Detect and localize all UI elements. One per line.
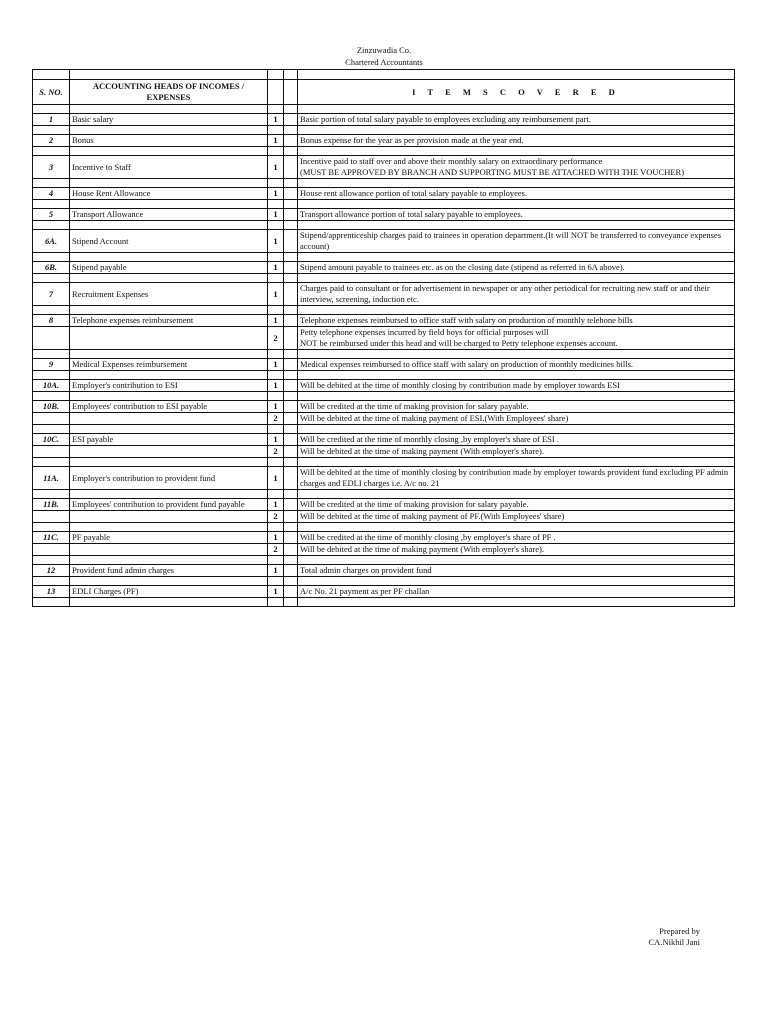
row-serial-number: 9	[33, 359, 70, 371]
spacer-cell	[268, 425, 284, 434]
spacer-row	[33, 598, 735, 607]
spacer-cell	[284, 200, 298, 209]
row-blank-cell	[284, 327, 298, 350]
row-blank-cell	[284, 230, 298, 253]
row-item-description: Will be debited at the time of monthly closing by contribution made by employer towards provident fund excluding PF admin charges and EDLI charges i.e. A/c no. 21	[298, 467, 735, 490]
spacer-cell	[268, 392, 284, 401]
col-header-blank-1	[268, 80, 284, 105]
row-blank-cell	[284, 262, 298, 274]
row-line-number: 1	[268, 380, 284, 392]
table-row	[33, 156, 735, 179]
row-item-description: Stipend amount payable to trainees etc. as on the closing date (stipend as referred in 6A above).	[298, 262, 735, 274]
row-item-description: Telephone expenses reimbursed to office staff with salary on production of monthly telehone bills	[298, 315, 735, 327]
table-row	[33, 380, 735, 392]
spacer-cell	[284, 371, 298, 380]
table-row	[33, 511, 735, 523]
row-blank-cell	[284, 499, 298, 511]
spacer-cell	[70, 490, 268, 499]
row-line-number: 1	[268, 156, 284, 179]
row-accounting-head: Employees' contribution to ESI payable	[70, 401, 268, 413]
row-item-description: Will be debited at the time of making payment (With employer's share).	[298, 446, 735, 458]
row-serial-number: 8	[33, 315, 70, 327]
row-line-number: 1	[268, 359, 284, 371]
col-header-blank-2	[284, 80, 298, 105]
row-blank-cell	[284, 209, 298, 221]
spacer-row	[33, 458, 735, 467]
row-item-description: Will be debited at the time of monthly closing by contribution made by employer towards ESI	[298, 380, 735, 392]
row-item-description: Will be credited at the time of monthly closing ,by employer's share of ESI .	[298, 434, 735, 446]
row-accounting-head	[70, 413, 268, 425]
spacer-row	[33, 200, 735, 209]
table-row	[33, 586, 735, 598]
spacer-cell	[33, 126, 70, 135]
spacer-cell	[33, 105, 70, 114]
row-serial-number: 6A.	[33, 230, 70, 253]
row-serial-number: 6B.	[33, 262, 70, 274]
spacer-cell	[70, 371, 268, 380]
spacer-cell	[33, 147, 70, 156]
row-serial-number: 11C.	[33, 532, 70, 544]
row-line-number: 1	[268, 315, 284, 327]
row-accounting-head: Stipend payable	[70, 262, 268, 274]
spacer-cell	[268, 179, 284, 188]
spacer-row	[33, 105, 735, 114]
spacer-row	[33, 274, 735, 283]
spacer-cell	[268, 371, 284, 380]
row-blank-cell	[284, 283, 298, 306]
row-accounting-head: Employees' contribution to provident fund payable	[70, 499, 268, 511]
spacer-cell	[70, 350, 268, 359]
spacer-cell	[298, 577, 735, 586]
spacer-cell	[298, 425, 735, 434]
spacer-cell	[284, 126, 298, 135]
table-row	[33, 327, 735, 350]
table-row	[33, 359, 735, 371]
row-item-description: Total admin charges on provident fund	[298, 565, 735, 577]
spacer-cell	[33, 490, 70, 499]
spacer-cell	[284, 350, 298, 359]
row-serial-number	[33, 413, 70, 425]
row-blank-cell	[284, 511, 298, 523]
spacer-cell	[268, 274, 284, 283]
row-accounting-head: Transport Allowance	[70, 209, 268, 221]
row-serial-number	[33, 544, 70, 556]
row-blank-cell	[284, 188, 298, 200]
spacer-cell	[33, 221, 70, 230]
spacer-cell	[70, 126, 268, 135]
spacer-cell	[298, 598, 735, 607]
row-line-number: 1	[268, 586, 284, 598]
col-header-accounting-heads: ACCOUNTING HEADS OF INCOMES / EXPENSES	[70, 80, 268, 105]
prepared-by-label: Prepared by	[659, 926, 700, 936]
spacer-cell	[70, 425, 268, 434]
row-accounting-head: Telephone expenses reimbursement	[70, 315, 268, 327]
row-serial-number: 7	[33, 283, 70, 306]
spacer-cell	[70, 253, 268, 262]
row-accounting-head: Provident fund admin charges	[70, 565, 268, 577]
table-row	[33, 467, 735, 490]
row-item-description: Charges paid to consultant or for advertisement in newspaper or any other periodical for recruiting new staff or and their interview, screening, induction etc.	[298, 283, 735, 306]
row-item-description: Bonus expense for the year as per provision made at the year end.	[298, 135, 735, 147]
table-row	[33, 230, 735, 253]
table-row	[33, 283, 735, 306]
spacer-cell	[284, 274, 298, 283]
spacer-cell	[268, 105, 284, 114]
table-row	[33, 499, 735, 511]
row-blank-cell	[284, 114, 298, 126]
table-row	[33, 188, 735, 200]
spacer-cell	[70, 105, 268, 114]
row-item-description: A/c No. 21 payment as per PF challan	[298, 586, 735, 598]
spacer-cell	[33, 425, 70, 434]
spacer-cell	[284, 577, 298, 586]
spacer-cell	[70, 274, 268, 283]
spacer-cell	[33, 371, 70, 380]
row-serial-number: 2	[33, 135, 70, 147]
row-blank-cell	[284, 413, 298, 425]
spacer-cell	[33, 306, 70, 315]
row-item-description: Transport allowance portion of total salary payable to employees.	[298, 209, 735, 221]
row-item-description: Will be credited at the time of making provision for salary payable.	[298, 401, 735, 413]
row-blank-cell	[284, 586, 298, 598]
row-accounting-head: ESI payable	[70, 434, 268, 446]
spacer-row	[33, 253, 735, 262]
table-row	[33, 209, 735, 221]
row-line-number: 2	[268, 327, 284, 350]
spacer-cell	[298, 179, 735, 188]
row-line-number: 1	[268, 135, 284, 147]
spacer-row	[33, 371, 735, 380]
row-line-number: 1	[268, 434, 284, 446]
spacer-row	[33, 147, 735, 156]
row-blank-cell	[284, 565, 298, 577]
row-line-number: 1	[268, 262, 284, 274]
spacer-cell	[268, 556, 284, 565]
spacer-cell	[298, 350, 735, 359]
spacer-row	[33, 306, 735, 315]
spacer-cell	[33, 350, 70, 359]
firm-subtitle: Chartered Accountants	[345, 57, 423, 67]
row-line-number: 1	[268, 283, 284, 306]
spacer-row	[33, 577, 735, 586]
row-item-description: Will be debited at the time of making payment of ESI.(With Employees' share)	[298, 413, 735, 425]
spacer-cell	[70, 556, 268, 565]
row-accounting-head	[70, 544, 268, 556]
row-item-description: Basic portion of total salary payable to employees excluding any reimbursement part.	[298, 114, 735, 126]
spacer-cell	[298, 221, 735, 230]
table-row	[33, 114, 735, 126]
row-serial-number: 11B.	[33, 499, 70, 511]
row-blank-cell	[284, 544, 298, 556]
row-serial-number: 10A.	[33, 380, 70, 392]
row-accounting-head: EDLI Charges (PF)	[70, 586, 268, 598]
spacer-cell	[33, 274, 70, 283]
spacer-cell	[284, 253, 298, 262]
row-line-number: 1	[268, 188, 284, 200]
row-accounting-head: Employer's contribution to provident fund	[70, 467, 268, 490]
table-row	[33, 565, 735, 577]
row-serial-number: 10B.	[33, 401, 70, 413]
row-line-number: 2	[268, 544, 284, 556]
spacer-cell	[298, 556, 735, 565]
row-serial-number: 4	[33, 188, 70, 200]
spacer-cell	[298, 200, 735, 209]
spacer-cell	[284, 556, 298, 565]
firm-name: Zinzuwadia Co.	[356, 45, 412, 55]
spacer-cell	[284, 105, 298, 114]
row-accounting-head	[70, 327, 268, 350]
row-serial-number: 5	[33, 209, 70, 221]
row-item-description: Petty telephone expenses incurred by field boys for official purposes will NOT be reimbursed under this head and will be charged to Petty telephone expenses account.	[298, 327, 735, 350]
row-serial-number	[33, 511, 70, 523]
spacer-row	[33, 392, 735, 401]
spacer-row	[33, 350, 735, 359]
spacer-cell	[284, 179, 298, 188]
spacer-cell	[284, 458, 298, 467]
spacer-cell	[298, 147, 735, 156]
row-accounting-head: Bonus	[70, 135, 268, 147]
spacer-cell	[70, 577, 268, 586]
spacer-cell	[70, 306, 268, 315]
table-row	[33, 262, 735, 274]
spacer-cell	[70, 458, 268, 467]
row-line-number: 1	[268, 209, 284, 221]
row-blank-cell	[284, 401, 298, 413]
table-row	[33, 315, 735, 327]
spacer-cell	[33, 458, 70, 467]
spacer-cell	[33, 253, 70, 262]
spacer-cell	[70, 523, 268, 532]
row-line-number: 1	[268, 565, 284, 577]
spacer-cell	[298, 253, 735, 262]
spacer-cell	[284, 490, 298, 499]
row-line-number: 2	[268, 446, 284, 458]
row-item-description: Will be credited at the time of making provision for salary payable.	[298, 499, 735, 511]
row-accounting-head	[70, 446, 268, 458]
spacer-cell	[268, 350, 284, 359]
accounting-heads-table	[32, 69, 735, 607]
spacer-cell	[298, 523, 735, 532]
spacer-cell	[70, 221, 268, 230]
row-blank-cell	[284, 315, 298, 327]
spacer-cell	[298, 392, 735, 401]
spacer-cell	[284, 425, 298, 434]
row-line-number: 2	[268, 511, 284, 523]
table-row	[33, 434, 735, 446]
spacer-cell	[33, 200, 70, 209]
row-blank-cell	[284, 135, 298, 147]
row-item-description: Stipend/apprenticeship charges paid to trainees in operation department.(It will NOT be transferred to conveyance expenses account)	[298, 230, 735, 253]
spacer-cell	[268, 126, 284, 135]
row-serial-number: 3	[33, 156, 70, 179]
table-header-row	[33, 80, 735, 105]
spacer-row	[33, 490, 735, 499]
row-accounting-head: Stipend Account	[70, 230, 268, 253]
spacer-cell	[284, 523, 298, 532]
row-accounting-head: PF payable	[70, 532, 268, 544]
spacer-cell	[268, 253, 284, 262]
spacer-cell	[298, 126, 735, 135]
row-blank-cell	[284, 380, 298, 392]
table-row	[33, 532, 735, 544]
row-accounting-head: Incentive to Staff	[70, 156, 268, 179]
row-serial-number: 12	[33, 565, 70, 577]
spacer-cell	[298, 371, 735, 380]
spacer-row	[33, 556, 735, 565]
spacer-cell	[298, 458, 735, 467]
spacer-cell	[70, 200, 268, 209]
col-header-sno: S. NO.	[33, 80, 70, 105]
table-row	[33, 413, 735, 425]
spacer-cell	[268, 523, 284, 532]
row-serial-number: 11A.	[33, 467, 70, 490]
spacer-cell	[284, 306, 298, 315]
row-line-number: 1	[268, 532, 284, 544]
row-serial-number: 13	[33, 586, 70, 598]
row-line-number: 1	[268, 467, 284, 490]
row-accounting-head: Medical Expenses reimbursement	[70, 359, 268, 371]
spacer-cell	[284, 598, 298, 607]
spacer-cell	[298, 274, 735, 283]
row-item-description: Will be debited at the time of making payment of PF.(With Employees' share)	[298, 511, 735, 523]
row-blank-cell	[284, 446, 298, 458]
row-item-description: Will be credited at the time of monthly closing ,by employer's share of PF .	[298, 532, 735, 544]
row-accounting-head: Recruitment Expenses	[70, 283, 268, 306]
spacer-cell	[268, 598, 284, 607]
row-item-description: Will be debited at the time of making payment (With employer's share).	[298, 544, 735, 556]
col-header-items-covered: I T E M S C O V E R E D	[298, 80, 735, 105]
table-row	[33, 544, 735, 556]
spacer-cell	[268, 147, 284, 156]
spacer-cell	[33, 179, 70, 188]
row-serial-number	[33, 446, 70, 458]
row-accounting-head: Basic salary	[70, 114, 268, 126]
spacer-row	[33, 425, 735, 434]
row-blank-cell	[284, 156, 298, 179]
spacer-cell	[298, 306, 735, 315]
spacer-row	[33, 126, 735, 135]
row-line-number: 2	[268, 413, 284, 425]
spacer-cell	[33, 556, 70, 565]
spacer-cell	[70, 392, 268, 401]
spacer-cell	[268, 306, 284, 315]
spacer-cell	[284, 221, 298, 230]
spacer-cell	[268, 490, 284, 499]
row-item-description: Incentive paid to staff over and above their monthly salary on extraordinary performance (MUST BE APPROVED BY BRANCH AND SUPPORTING MUST BE ATTACHED WITH THE VOUCHER)	[298, 156, 735, 179]
spacer-cell	[268, 458, 284, 467]
spacer-row	[33, 523, 735, 532]
spacer-cell	[70, 147, 268, 156]
spacer-cell	[33, 598, 70, 607]
row-line-number: 1	[268, 114, 284, 126]
table-row	[33, 135, 735, 147]
table-top-spacer-row	[33, 70, 735, 80]
table-row	[33, 446, 735, 458]
row-line-number: 1	[268, 230, 284, 253]
spacer-row	[33, 221, 735, 230]
row-blank-cell	[284, 532, 298, 544]
spacer-cell	[33, 577, 70, 586]
row-blank-cell	[284, 359, 298, 371]
row-accounting-head	[70, 511, 268, 523]
spacer-cell	[298, 490, 735, 499]
spacer-cell	[70, 179, 268, 188]
spacer-cell	[33, 392, 70, 401]
prepared-by-name: CA.Nikhil Jani	[648, 937, 700, 947]
spacer-cell	[268, 577, 284, 586]
row-accounting-head: Employer's contribution to ESI	[70, 380, 268, 392]
spacer-row	[33, 179, 735, 188]
spacer-cell	[70, 598, 268, 607]
spacer-cell	[298, 105, 735, 114]
row-line-number: 1	[268, 401, 284, 413]
row-blank-cell	[284, 467, 298, 490]
spacer-cell	[284, 147, 298, 156]
spacer-cell	[284, 392, 298, 401]
spacer-cell	[268, 221, 284, 230]
row-line-number: 1	[268, 499, 284, 511]
row-serial-number	[33, 327, 70, 350]
row-item-description: Medical expenses reimbursed to office staff with salary on production of monthly medicines bills.	[298, 359, 735, 371]
spacer-cell	[33, 523, 70, 532]
table-row	[33, 401, 735, 413]
row-blank-cell	[284, 434, 298, 446]
row-serial-number: 10C.	[33, 434, 70, 446]
row-serial-number: 1	[33, 114, 70, 126]
spacer-cell	[268, 200, 284, 209]
row-accounting-head: House Rent Allowance	[70, 188, 268, 200]
row-item-description: House rent allowance portion of total salary payable to employees.	[298, 188, 735, 200]
